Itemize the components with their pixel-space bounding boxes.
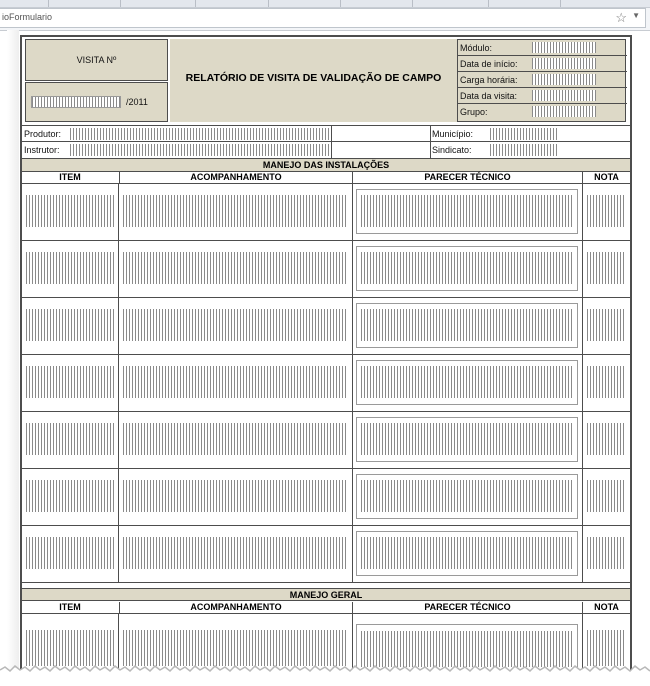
sindicato-input[interactable] (490, 144, 558, 156)
nota-field[interactable] (587, 309, 625, 341)
grupo-label: Grupo: (460, 107, 488, 117)
produtor-label: Produtor: (24, 129, 62, 139)
nota-field[interactable] (587, 480, 625, 512)
parecer-tecnico-textarea[interactable] (356, 189, 578, 234)
nota-field[interactable] (587, 423, 625, 455)
parecer-tecnico-textarea[interactable] (356, 474, 578, 519)
torn-edge-decoration (0, 664, 650, 686)
section2-column-headers (22, 602, 630, 614)
item-field[interactable] (26, 480, 114, 512)
acompanhamento-field[interactable] (123, 366, 348, 398)
browser-toolbar (0, 0, 650, 31)
instrutor-label: Instrutor: (24, 145, 60, 155)
item-field[interactable] (26, 423, 114, 455)
parecer-tecnico-textarea[interactable] (356, 417, 578, 462)
table-row (22, 184, 630, 241)
acompanhamento-field[interactable] (123, 195, 348, 227)
visit-label: VISITA Nº (76, 55, 117, 65)
col-nota: NOTA (582, 172, 630, 183)
col-parecer-tecnico: PARECER TÉCNICO (352, 602, 582, 613)
data-inicio-input[interactable] (532, 58, 596, 69)
parecer-tecnico-textarea[interactable] (356, 360, 578, 405)
item-field[interactable] (26, 366, 114, 398)
visit-number-input[interactable] (31, 96, 121, 108)
course-info-box (457, 39, 626, 122)
nota-field[interactable] (587, 537, 625, 569)
carga-horaria-label: Carga horária: (460, 75, 518, 85)
item-field[interactable] (26, 195, 114, 227)
item-field[interactable] (26, 630, 114, 666)
section-manejo-instalacoes: MANEJO DAS INSTALAÇÕES (262, 160, 390, 170)
table-row (22, 469, 630, 526)
section1-column-headers (22, 172, 630, 184)
sindicato-label: Sindicato: (432, 145, 472, 155)
year-suffix: /2011 (126, 97, 148, 107)
acompanhamento-field[interactable] (123, 480, 348, 512)
data-visita-label: Data da visita: (460, 91, 518, 101)
title-box (170, 39, 457, 122)
col-acompanhamento: ACOMPANHAMENTO (119, 602, 352, 613)
nota-field[interactable] (587, 252, 625, 284)
report-form (20, 35, 632, 679)
acompanhamento-field[interactable] (123, 309, 348, 341)
item-field[interactable] (26, 309, 114, 341)
address-bar[interactable] (0, 8, 646, 28)
bookmark-star-icon[interactable]: ☆ (615, 10, 627, 25)
col-nota: NOTA (582, 602, 630, 613)
parecer-tecnico-textarea[interactable] (356, 303, 578, 348)
modulo-input[interactable] (532, 42, 596, 53)
table-row (22, 526, 630, 583)
tab-strip (0, 0, 650, 8)
col-parecer-tecnico: PARECER TÉCNICO (352, 172, 582, 183)
parecer-tecnico-textarea[interactable] (356, 246, 578, 291)
data-inicio-label: Data de início: (460, 59, 518, 69)
section1-rows (22, 184, 630, 587)
produtor-input[interactable] (70, 128, 330, 140)
acompanhamento-field[interactable] (123, 630, 348, 666)
data-visita-input[interactable] (532, 90, 596, 101)
section-manejo-geral: MANEJO GERAL (289, 590, 363, 600)
nota-field[interactable] (587, 195, 625, 227)
carga-horaria-input[interactable] (532, 74, 596, 85)
acompanhamento-field[interactable] (123, 252, 348, 284)
table-row (22, 298, 630, 355)
col-item: ITEM (59, 172, 81, 182)
nota-field[interactable] (587, 366, 625, 398)
visit-number-box (25, 39, 168, 81)
acompanhamento-field[interactable] (123, 423, 348, 455)
page-title: RELATÓRIO DE VISITA DE VALIDAÇÃO DE CAMPO (185, 72, 442, 84)
item-field[interactable] (26, 537, 114, 569)
table-row (22, 412, 630, 469)
page-shadow (7, 30, 19, 670)
acompanhamento-field[interactable] (123, 537, 348, 569)
nota-field[interactable] (587, 630, 625, 666)
visit-year-box (25, 82, 168, 122)
col-acompanhamento: ACOMPANHAMENTO (119, 172, 352, 183)
col-item: ITEM (59, 602, 81, 612)
modulo-label: Módulo: (460, 43, 493, 53)
municipio-label: Município: (432, 129, 474, 139)
grupo-input[interactable] (532, 106, 596, 117)
parecer-tecnico-textarea[interactable] (356, 531, 578, 576)
table-row (22, 355, 630, 412)
municipio-input[interactable] (490, 128, 558, 140)
item-field[interactable] (26, 252, 114, 284)
table-row (22, 241, 630, 298)
dropdown-arrow-icon[interactable]: ▼ (632, 11, 640, 20)
page-tab-title: ioFormulario (2, 12, 53, 22)
instrutor-input[interactable] (70, 144, 330, 156)
